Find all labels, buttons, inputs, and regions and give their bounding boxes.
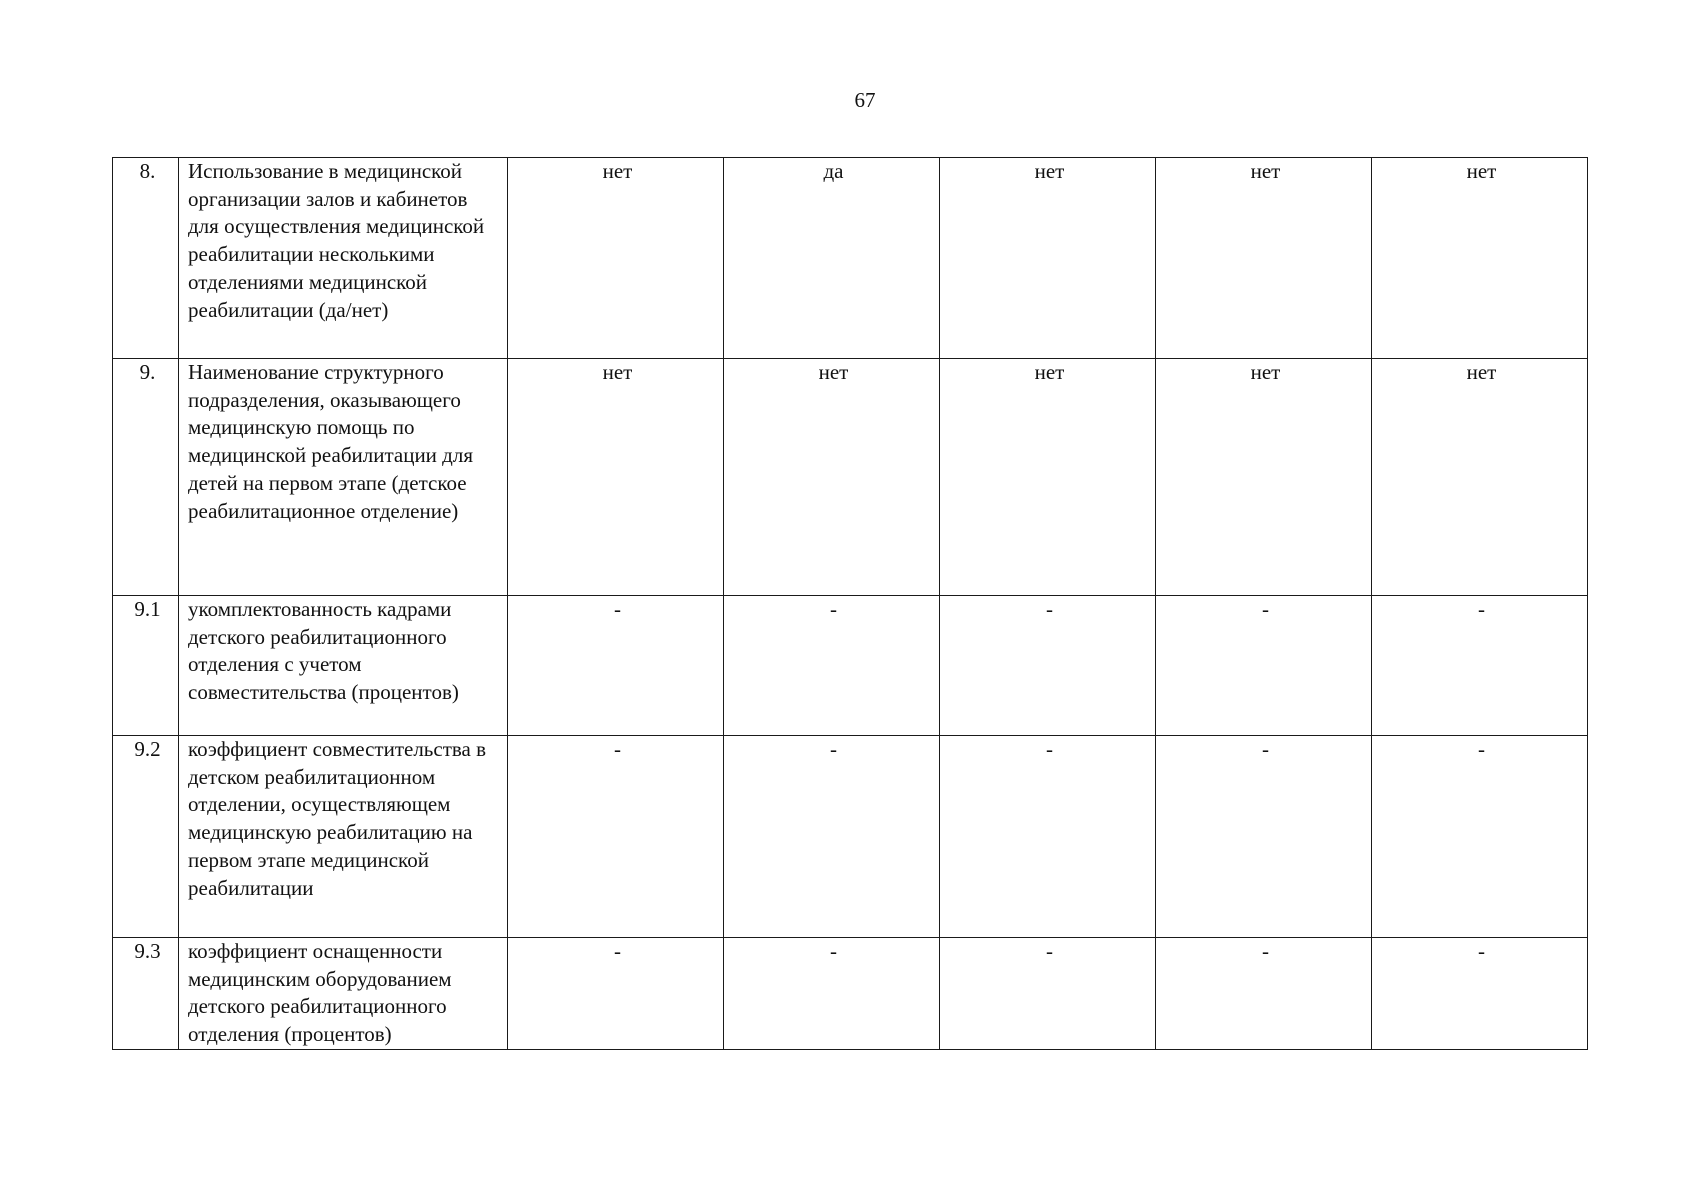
row-number: 9.1 <box>113 596 179 736</box>
value-cell: - <box>724 736 940 938</box>
value-cell: нет <box>940 158 1156 359</box>
value-cell: - <box>508 736 724 938</box>
row-label: укомплектованность кадрами детского реабилитационного отделения с учетом совместительства (процентов) <box>179 596 508 736</box>
table-row <box>113 596 1588 736</box>
value-cell: - <box>1372 736 1588 938</box>
row-number: 9.2 <box>113 736 179 938</box>
table-row <box>113 158 1588 359</box>
value-cell: - <box>1372 596 1588 736</box>
table-row <box>113 359 1588 596</box>
row-number: 9. <box>113 359 179 596</box>
value-cell: - <box>940 938 1156 1050</box>
value-cell: - <box>1156 938 1372 1050</box>
value-cell: нет <box>1372 158 1588 359</box>
value-cell: - <box>724 596 940 736</box>
value-cell: нет <box>508 359 724 596</box>
value-cell: нет <box>724 359 940 596</box>
value-cell: нет <box>1156 359 1372 596</box>
value-cell: - <box>1372 938 1588 1050</box>
value-cell: нет <box>508 158 724 359</box>
value-cell: нет <box>940 359 1156 596</box>
row-label: Использование в медицинской организации залов и кабинетов для осуществления медицинской реабилитации несколькими отделениями медицинской реабилитации (да/нет) <box>179 158 508 359</box>
value-cell: нет <box>1372 359 1588 596</box>
indicators-table <box>112 157 1588 1050</box>
row-number: 9.3 <box>113 938 179 1050</box>
value-cell: - <box>508 938 724 1050</box>
value-cell: - <box>1156 736 1372 938</box>
table-row <box>113 938 1588 1050</box>
value-cell: - <box>940 736 1156 938</box>
value-cell: - <box>724 938 940 1050</box>
value-cell: - <box>940 596 1156 736</box>
value-cell: нет <box>1156 158 1372 359</box>
row-number: 8. <box>113 158 179 359</box>
table-row <box>113 736 1588 938</box>
value-cell: - <box>508 596 724 736</box>
row-label: коэффициент оснащенности медицинским оборудованием детского реабилитационного отделения (процентов) <box>179 938 508 1050</box>
value-cell: - <box>1156 596 1372 736</box>
page-number: 67 <box>854 88 876 112</box>
row-label: Наименование структурного подразделения, оказывающего медицинскую помощь по медицинской реабилитации для детей на первом этапе (детское реабилитационное отделение) <box>179 359 508 596</box>
row-label: коэффициент совместительства в детском реабилитационном отделении, осуществляющем медицинскую реабилитацию на первом этапе медицинской реабилитации <box>179 736 508 938</box>
value-cell: да <box>724 158 940 359</box>
